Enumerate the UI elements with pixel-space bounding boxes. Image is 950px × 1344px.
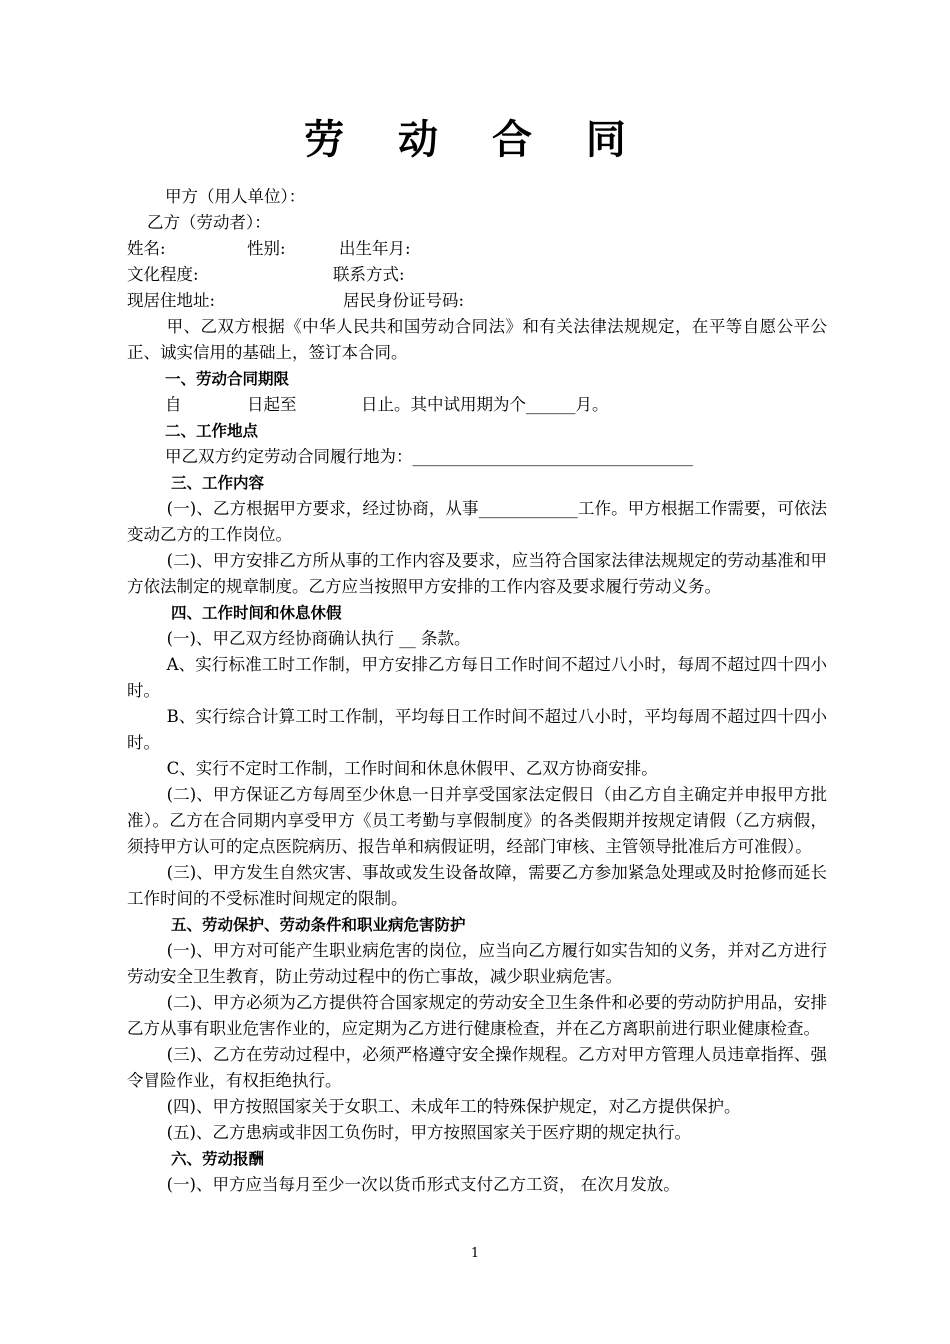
contact-label: 联系方式: bbox=[333, 265, 405, 284]
section-3-paragraph-1 bbox=[127, 496, 827, 548]
section-4-option-a: A、实行标准工时工作制，甲方安排乙方每日工作时间不超过八小时，每周不超过四十四小时。 bbox=[127, 655, 827, 700]
job-blank: ____________ bbox=[478, 499, 578, 518]
section-5-paragraph-5: (五)、乙方患病或非因工负伤时，甲方按照国家关于医疗期的规定执行。 bbox=[166, 1123, 691, 1142]
id-number-label: 居民身份证号码: bbox=[343, 291, 465, 310]
section-5-paragraph-3: (三)、乙方在劳动过程中，必须严格遵守安全操作规程。乙方对甲方管理人员违章指挥、强令冒险作业，有权拒绝执行。 bbox=[127, 1045, 827, 1090]
section-5-paragraph-2: (二)、甲方必须为乙方提供符合国家规定的劳动安全卫生条件和必要的劳动防护用品，安排乙方从事有职业危害作业的，应定期为乙方进行健康检查，并在乙方离职前进行职业健康检查。 bbox=[127, 993, 827, 1038]
section-4-option-b: B、实行综合计算工时工作制，平均每日工作时间不超过八小时，平均每周不超过四十四小时。 bbox=[127, 707, 827, 752]
work-location-line bbox=[127, 444, 827, 470]
section-3-paragraph-2: (二)、甲方安排乙方所从事的工作内容及要求，应当符合国家法律法规规定的劳动基准和甲方依法制定的规章制度。乙方应当按照甲方安排的工作内容及要求履行劳动义务。 bbox=[127, 551, 827, 596]
page-number: 1 bbox=[470, 1246, 480, 1261]
probation-blank: ______ bbox=[526, 395, 576, 414]
birth-label: 出生年月: bbox=[339, 239, 411, 258]
section-6-heading: 六、劳动报酬 bbox=[171, 1150, 265, 1168]
document-title: 劳 动 合 同 bbox=[304, 117, 646, 163]
contract-body bbox=[127, 184, 827, 1198]
term-start: 日起至 bbox=[247, 395, 297, 414]
personal-info-row-1 bbox=[127, 236, 827, 262]
section-5-paragraph-4: (四)、甲方按照国家关于女职工、未成年工的特殊保护规定，对乙方提供保护。 bbox=[166, 1097, 741, 1116]
term-from: 自 bbox=[165, 395, 182, 414]
section-6-paragraph-1: (一)、甲方应当每月至少一次以货币形式支付乙方工资， 在次月发放。 bbox=[166, 1175, 680, 1194]
name-label: 姓名: bbox=[127, 239, 166, 258]
section-4-paragraph-3: (三)、甲方发生自然灾害、事故或发生设备故障，需要乙方参加紧急处理或及时抢修而延长工作时间的不受标准时间规定的限制。 bbox=[127, 863, 827, 908]
work-location-blank: __________________________________ bbox=[412, 447, 693, 466]
address-label: 现居住地址: bbox=[127, 291, 216, 310]
section-4-option-c: C、实行不定时工作制，工作时间和休息休假甲、乙双方协商安排。 bbox=[166, 759, 658, 778]
gender-label: 性别: bbox=[247, 239, 286, 258]
party-a-line: 甲方（用人单位）： bbox=[165, 187, 306, 206]
section-5-paragraph-1: (一)、甲方对可能产生职业病危害的岗位，应当向乙方履行如实告知的义务，并对乙方进行劳动安全卫生教育，防止劳动过程中的伤亡事故，减少职业病危害。 bbox=[127, 941, 827, 986]
job-text-a: (一)、乙方根据甲方要求，经过协商，从事 bbox=[166, 499, 479, 518]
personal-info-row-2 bbox=[127, 262, 827, 288]
party-b-line: 乙方（劳动者）： bbox=[147, 213, 271, 232]
section-4-paragraph-1: (一)、甲乙双方经协商确认执行 __ 条款。 bbox=[166, 629, 471, 648]
term-line bbox=[127, 392, 827, 418]
section-2-heading: 二、工作地点 bbox=[165, 422, 259, 440]
section-4-paragraph-2: (二)、甲方保证乙方每周至少休息一日并享受国家法定假日（由乙方自主确定并申报甲方批准）。乙方在合同期内享受甲方《员工考勤与享假制度》的各类假期并按规定请假（乙方病假，须持甲方认可的定点医院病历、报告单和病假证明，经部门审核、主管领导批准后方可准假）。 bbox=[127, 785, 827, 856]
section-5-heading: 五、劳动保护、劳动条件和职业病危害防护 bbox=[171, 916, 466, 934]
job-text-b: 工作。甲方根据工作需要，可依法变动乙方的工作岗位。 bbox=[127, 499, 828, 544]
education-label: 文化程度: bbox=[127, 265, 199, 284]
personal-info-row-3 bbox=[127, 288, 827, 314]
term-end: 日止。其中试用期为个 bbox=[361, 395, 526, 414]
intro-paragraph: 甲、乙双方根据《中华人民共和国劳动合同法》和有关法律法规规定，在平等自愿公平公正、诚实信用的基础上，签订本合同。 bbox=[127, 317, 827, 362]
section-1-heading: 一、劳动合同期限 bbox=[165, 370, 290, 388]
section-4-heading: 四、工作时间和休息休假 bbox=[171, 604, 342, 622]
work-location-text: 甲乙双方约定劳动合同履行地为： bbox=[165, 447, 413, 466]
term-tail: 月。 bbox=[575, 395, 609, 414]
section-3-heading: 三、工作内容 bbox=[171, 474, 265, 492]
